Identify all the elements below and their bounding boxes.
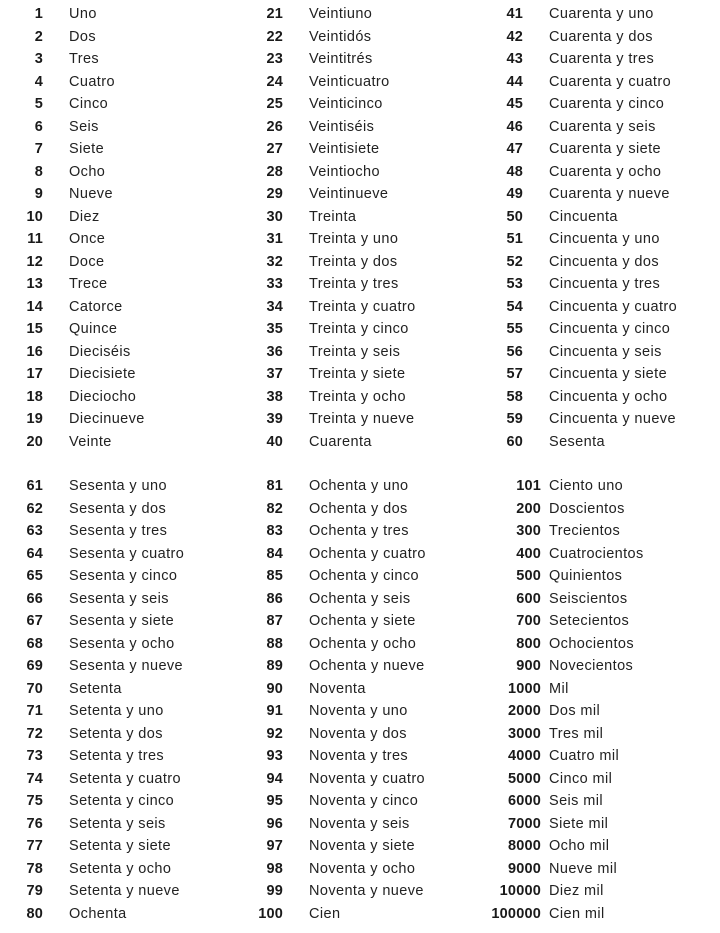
number-value: 900: [516, 658, 541, 674]
number-word: Tres: [69, 51, 100, 67]
number-value: 8000: [507, 838, 541, 854]
number-word: Treinta y nueve: [309, 411, 415, 427]
number-value: 7: [34, 141, 43, 157]
number-word: Cuarenta y nueve: [549, 186, 670, 202]
number-word: Noventa y uno: [309, 703, 408, 719]
table-row: [0, 700, 720, 723]
number-value: 20: [26, 433, 43, 450]
number-value: 94: [266, 770, 283, 787]
number-value: 63: [26, 523, 43, 539]
number-value: 65: [26, 568, 43, 584]
number-word: Cuatro mil: [549, 748, 620, 764]
number-word: Veintinueve: [309, 186, 389, 202]
number-value: 87: [266, 613, 283, 629]
number-value: 85: [266, 568, 283, 584]
number-word: Cincuenta y seis: [549, 343, 662, 360]
number-word: Dos: [69, 28, 96, 45]
number-value: 37: [266, 366, 283, 382]
number-word: Treinta y dos: [309, 253, 398, 270]
number-word: Setenta y nueve: [69, 883, 180, 899]
number-word: Veintitrés: [309, 51, 373, 67]
table-row: [0, 565, 720, 588]
table-row: [0, 161, 720, 184]
number-word: Trecientos: [549, 523, 621, 539]
number-value: 10000: [499, 883, 541, 899]
table-row: [0, 3, 720, 26]
number-value: 22: [266, 28, 283, 45]
number-value: 6000: [507, 793, 541, 809]
number-value: 27: [266, 141, 283, 157]
number-value: 57: [506, 366, 523, 382]
table-row: [0, 678, 720, 701]
number-value: 53: [506, 276, 523, 292]
number-word: Ciento uno: [549, 478, 624, 494]
number-value: 43: [506, 51, 523, 67]
number-word: Treinta y cinco: [309, 321, 409, 337]
number-value: 52: [506, 253, 523, 270]
number-word: Sesenta y cinco: [69, 568, 178, 584]
number-word: Ochenta y dos: [309, 500, 408, 517]
number-word: Treinta y seis: [309, 343, 401, 360]
number-value: 4: [34, 73, 43, 90]
number-word: Diecisiete: [69, 366, 136, 382]
number-word: Veinte: [69, 433, 112, 450]
table-row: [0, 543, 720, 566]
table-row: [0, 318, 720, 341]
number-word: Veintidós: [309, 28, 372, 45]
number-word: Setenta y seis: [69, 815, 166, 832]
table-row: [0, 116, 720, 139]
number-word: Cuarenta y dos: [549, 28, 653, 45]
number-value: 79: [26, 883, 43, 899]
number-word: Ochenta y cuatro: [309, 545, 426, 562]
number-word: Noventa y cinco: [309, 793, 419, 809]
number-value: 10: [26, 208, 43, 225]
number-value: 84: [266, 545, 283, 562]
number-value: 64: [26, 545, 43, 562]
number-value: 34: [266, 298, 283, 315]
number-word: Sesenta y uno: [69, 478, 167, 494]
number-word: Cuarenta y ocho: [549, 163, 662, 180]
table-row: [0, 183, 720, 206]
number-value: 800: [516, 635, 541, 652]
number-value: 29: [266, 186, 283, 202]
number-word: Tres mil: [549, 725, 604, 742]
number-value: 7000: [507, 815, 541, 832]
number-value: 93: [266, 748, 283, 764]
number-value: 46: [506, 118, 523, 135]
number-value: 88: [266, 635, 283, 652]
number-word: Sesenta y siete: [69, 613, 175, 629]
number-value: 21: [266, 6, 283, 22]
number-word: Dieciséis: [69, 343, 131, 360]
number-word: Cincuenta y uno: [549, 231, 660, 247]
number-word: Treinta: [309, 208, 357, 225]
number-word: Ochenta: [69, 905, 127, 922]
number-value: 41: [506, 6, 523, 22]
number-word: Ochenta y ocho: [309, 635, 417, 652]
number-value: 73: [26, 748, 43, 764]
number-value: 6: [34, 118, 43, 135]
table-row: [0, 633, 720, 656]
number-value: 54: [506, 298, 523, 315]
number-word: Cien: [309, 905, 341, 922]
table-row: [0, 341, 720, 364]
number-word: Ochenta y tres: [309, 523, 409, 539]
table-row: [0, 93, 720, 116]
number-value: 31: [266, 231, 283, 247]
table-row: [0, 273, 720, 296]
number-word: Veintiocho: [309, 163, 380, 180]
number-word: Noventa y dos: [309, 725, 407, 742]
number-word: Sesenta y ocho: [69, 635, 175, 652]
number-word: Cuarenta y siete: [549, 141, 661, 157]
number-word: Cuarenta y seis: [549, 118, 656, 135]
table-row: [0, 745, 720, 768]
number-value: 97: [266, 838, 283, 854]
number-value: 80: [26, 905, 43, 922]
number-value: 3000: [507, 725, 541, 742]
number-word: Cuarenta y cinco: [549, 96, 665, 112]
number-word: Ochocientos: [549, 635, 634, 652]
number-value: 1: [34, 6, 43, 22]
table-row: [0, 26, 720, 49]
number-value: 600: [516, 590, 541, 607]
number-word: Setenta y cinco: [69, 793, 175, 809]
number-word: Uno: [69, 6, 97, 22]
number-value: 36: [266, 343, 283, 360]
number-value: 82: [266, 500, 283, 517]
number-word: Cuarenta y uno: [549, 6, 654, 22]
number-value: 77: [26, 838, 43, 854]
number-value: 3: [34, 51, 43, 67]
number-word: Diez mil: [549, 883, 604, 899]
table-row: [0, 475, 720, 498]
number-word: Noventa y cuatro: [309, 770, 426, 787]
number-value: 19: [26, 411, 43, 427]
number-value: 58: [506, 388, 523, 405]
table-row: [0, 858, 720, 881]
table-row: [0, 251, 720, 274]
number-word: Treinta y tres: [309, 276, 399, 292]
number-value: 95: [266, 793, 283, 809]
number-value: 5: [34, 96, 43, 112]
number-word: Dieciocho: [69, 388, 137, 405]
number-value: 55: [506, 321, 523, 337]
number-value: 300: [516, 523, 541, 539]
number-word: Cincuenta y ocho: [549, 388, 668, 405]
number-word: Mil: [549, 680, 569, 697]
number-word: Treinta y ocho: [309, 388, 406, 405]
table-row: [0, 138, 720, 161]
number-value: 2000: [507, 703, 541, 719]
table-row: [0, 498, 720, 521]
number-value: 89: [266, 658, 283, 674]
number-word: Noventa y tres: [309, 748, 409, 764]
number-value: 32: [266, 253, 283, 270]
number-word: Cuarenta y cuatro: [549, 73, 672, 90]
number-value: 51: [506, 231, 523, 247]
number-word: Ochenta y nueve: [309, 658, 425, 674]
number-value: 44: [506, 73, 523, 90]
number-word: Cincuenta y tres: [549, 276, 661, 292]
number-word: Diez: [69, 208, 100, 225]
number-value: 15: [26, 321, 43, 337]
number-word: Ochenta y seis: [309, 590, 411, 607]
number-value: 4000: [507, 748, 541, 764]
number-word: Setecientos: [549, 613, 630, 629]
table-row: [0, 880, 720, 903]
table-block-1: [0, 3, 720, 453]
table-row: [0, 813, 720, 836]
number-value: 17: [26, 366, 43, 382]
number-value: 75: [26, 793, 43, 809]
number-value: 100: [258, 905, 283, 922]
table-row: [0, 431, 720, 454]
number-word: Cuarenta y tres: [549, 51, 655, 67]
number-word: Noventa y seis: [309, 815, 410, 832]
number-value: 71: [26, 703, 43, 719]
number-word: Diecinueve: [69, 411, 145, 427]
table-row: [0, 408, 720, 431]
number-value: 33: [266, 276, 283, 292]
number-word: Quinientos: [549, 568, 623, 584]
number-value: 23: [266, 51, 283, 67]
number-value: 8: [34, 163, 43, 180]
number-word: Setenta y ocho: [69, 860, 172, 877]
number-value: 1000: [507, 680, 541, 697]
number-value: 68: [26, 635, 43, 652]
number-word: Noventa y ocho: [309, 860, 416, 877]
number-value: 78: [26, 860, 43, 877]
number-value: 24: [266, 73, 283, 90]
number-value: 11: [27, 231, 43, 247]
table-row: [0, 296, 720, 319]
number-value: 700: [516, 613, 541, 629]
number-value: 59: [506, 411, 523, 427]
number-word: Seiscientos: [549, 590, 628, 607]
number-value: 18: [26, 388, 43, 405]
number-word: Setenta y siete: [69, 838, 171, 854]
table-row: [0, 768, 720, 791]
number-value: 39: [266, 411, 283, 427]
number-word: Siete mil: [549, 815, 609, 832]
number-word: Siete: [69, 141, 105, 157]
number-value: 69: [26, 658, 43, 674]
number-value: 86: [266, 590, 283, 607]
number-word: Cuarenta: [309, 433, 372, 450]
number-word: Setenta y tres: [69, 748, 165, 764]
number-value: 62: [26, 500, 43, 517]
number-word: Veinticinco: [309, 96, 383, 112]
number-word: Noventa y nueve: [309, 883, 424, 899]
number-word: Noventa y siete: [309, 838, 415, 854]
number-word: Cinco mil: [549, 770, 613, 787]
number-word: Sesenta y seis: [69, 590, 169, 607]
number-word: Dos mil: [549, 703, 601, 719]
table-row: [0, 835, 720, 858]
number-word: Quince: [69, 321, 118, 337]
number-value: 42: [506, 28, 523, 45]
number-word: Treinta y uno: [309, 231, 399, 247]
table-row: [0, 903, 720, 926]
number-value: 70: [26, 680, 43, 697]
number-word: Cincuenta y cuatro: [549, 298, 678, 315]
number-value: 25: [266, 96, 283, 112]
number-value: 200: [516, 500, 541, 517]
number-word: Setenta: [69, 680, 122, 697]
number-word: Veintiuno: [309, 6, 373, 22]
number-value: 2: [34, 28, 43, 45]
number-value: 40: [266, 433, 283, 450]
number-word: Cincuenta y siete: [549, 366, 668, 382]
number-value: 38: [266, 388, 283, 405]
number-value: 81: [266, 478, 283, 494]
table-row: [0, 386, 720, 409]
number-word: Nueve: [69, 186, 113, 202]
number-word: Setenta y uno: [69, 703, 164, 719]
number-value: 56: [506, 343, 523, 360]
number-word: Ocho: [69, 163, 106, 180]
table-row: [0, 723, 720, 746]
number-word: Cincuenta y cinco: [549, 321, 671, 337]
number-value: 96: [266, 815, 283, 832]
number-word: Doscientos: [549, 500, 625, 517]
number-value: 92: [266, 725, 283, 742]
table-row: [0, 655, 720, 678]
number-value: 45: [506, 96, 523, 112]
table-row: [0, 363, 720, 386]
number-value: 101: [516, 478, 541, 494]
number-value: 99: [266, 883, 283, 899]
number-word: Sesenta: [549, 433, 606, 450]
number-value: 26: [266, 118, 283, 135]
number-word: Seis: [69, 118, 99, 135]
number-value: 67: [26, 613, 43, 629]
number-word: Nueve mil: [549, 860, 618, 877]
number-word: Setenta y dos: [69, 725, 163, 742]
number-word: Ocho mil: [549, 838, 610, 854]
table-row: [0, 610, 720, 633]
number-value: 35: [266, 321, 283, 337]
number-value: 48: [506, 163, 523, 180]
number-value: 49: [506, 186, 523, 202]
number-word: Cincuenta y dos: [549, 253, 659, 270]
number-value: 9000: [507, 860, 541, 877]
number-value: 14: [26, 298, 43, 315]
number-word: Cuatro: [69, 73, 115, 90]
table-row: [0, 790, 720, 813]
table-row: [0, 71, 720, 94]
number-value: 28: [266, 163, 283, 180]
number-word: Veintiséis: [309, 118, 375, 135]
table-row: [0, 588, 720, 611]
number-value: 16: [26, 343, 43, 360]
number-word: Doce: [69, 253, 105, 270]
number-value: 66: [26, 590, 43, 607]
number-value: 30: [266, 208, 283, 225]
table-row: [0, 228, 720, 251]
number-word: Ochenta y siete: [309, 613, 416, 629]
number-word: Novecientos: [549, 658, 634, 674]
number-value: 72: [26, 725, 43, 742]
number-value: 12: [26, 253, 43, 270]
number-word: Once: [69, 231, 106, 247]
table-row: [0, 520, 720, 543]
number-value: 61: [26, 478, 43, 494]
number-value: 98: [266, 860, 283, 877]
number-value: 500: [516, 568, 541, 584]
table-row: [0, 206, 720, 229]
number-value: 9: [34, 186, 43, 202]
number-value: 100000: [491, 905, 541, 922]
number-value: 5000: [507, 770, 541, 787]
number-value: 76: [26, 815, 43, 832]
number-word: Sesenta y nueve: [69, 658, 184, 674]
number-word: Catorce: [69, 298, 123, 315]
number-value: 400: [516, 545, 541, 562]
number-word: Seis mil: [549, 793, 603, 809]
number-word: Cien mil: [549, 905, 605, 922]
number-value: 47: [506, 141, 523, 157]
number-word: Noventa: [309, 680, 366, 697]
number-word: Ochenta y cinco: [309, 568, 419, 584]
number-word: Setenta y cuatro: [69, 770, 181, 787]
number-value: 74: [26, 770, 43, 787]
number-word: Ochenta y uno: [309, 478, 409, 494]
number-word: Sesenta y tres: [69, 523, 168, 539]
number-word: Cuatrocientos: [549, 545, 644, 562]
number-value: 50: [506, 208, 523, 225]
number-word: Sesenta y cuatro: [69, 545, 185, 562]
number-value: 83: [266, 523, 283, 539]
number-word: Cinco: [69, 96, 109, 112]
number-value: 13: [26, 276, 43, 292]
number-word: Cincuenta y nueve: [549, 411, 676, 427]
number-word: Trece: [69, 276, 108, 292]
number-word: Treinta y siete: [309, 366, 406, 382]
table-block-2: [0, 475, 720, 925]
number-word: Veinticuatro: [309, 73, 390, 90]
table-row: [0, 48, 720, 71]
number-value: 91: [266, 703, 283, 719]
number-word: Veintisiete: [309, 141, 380, 157]
number-word: Treinta y cuatro: [309, 298, 416, 315]
number-value: 60: [506, 433, 523, 450]
number-word: Sesenta y dos: [69, 500, 167, 517]
number-value: 90: [266, 680, 283, 697]
number-word: Cincuenta: [549, 208, 618, 225]
